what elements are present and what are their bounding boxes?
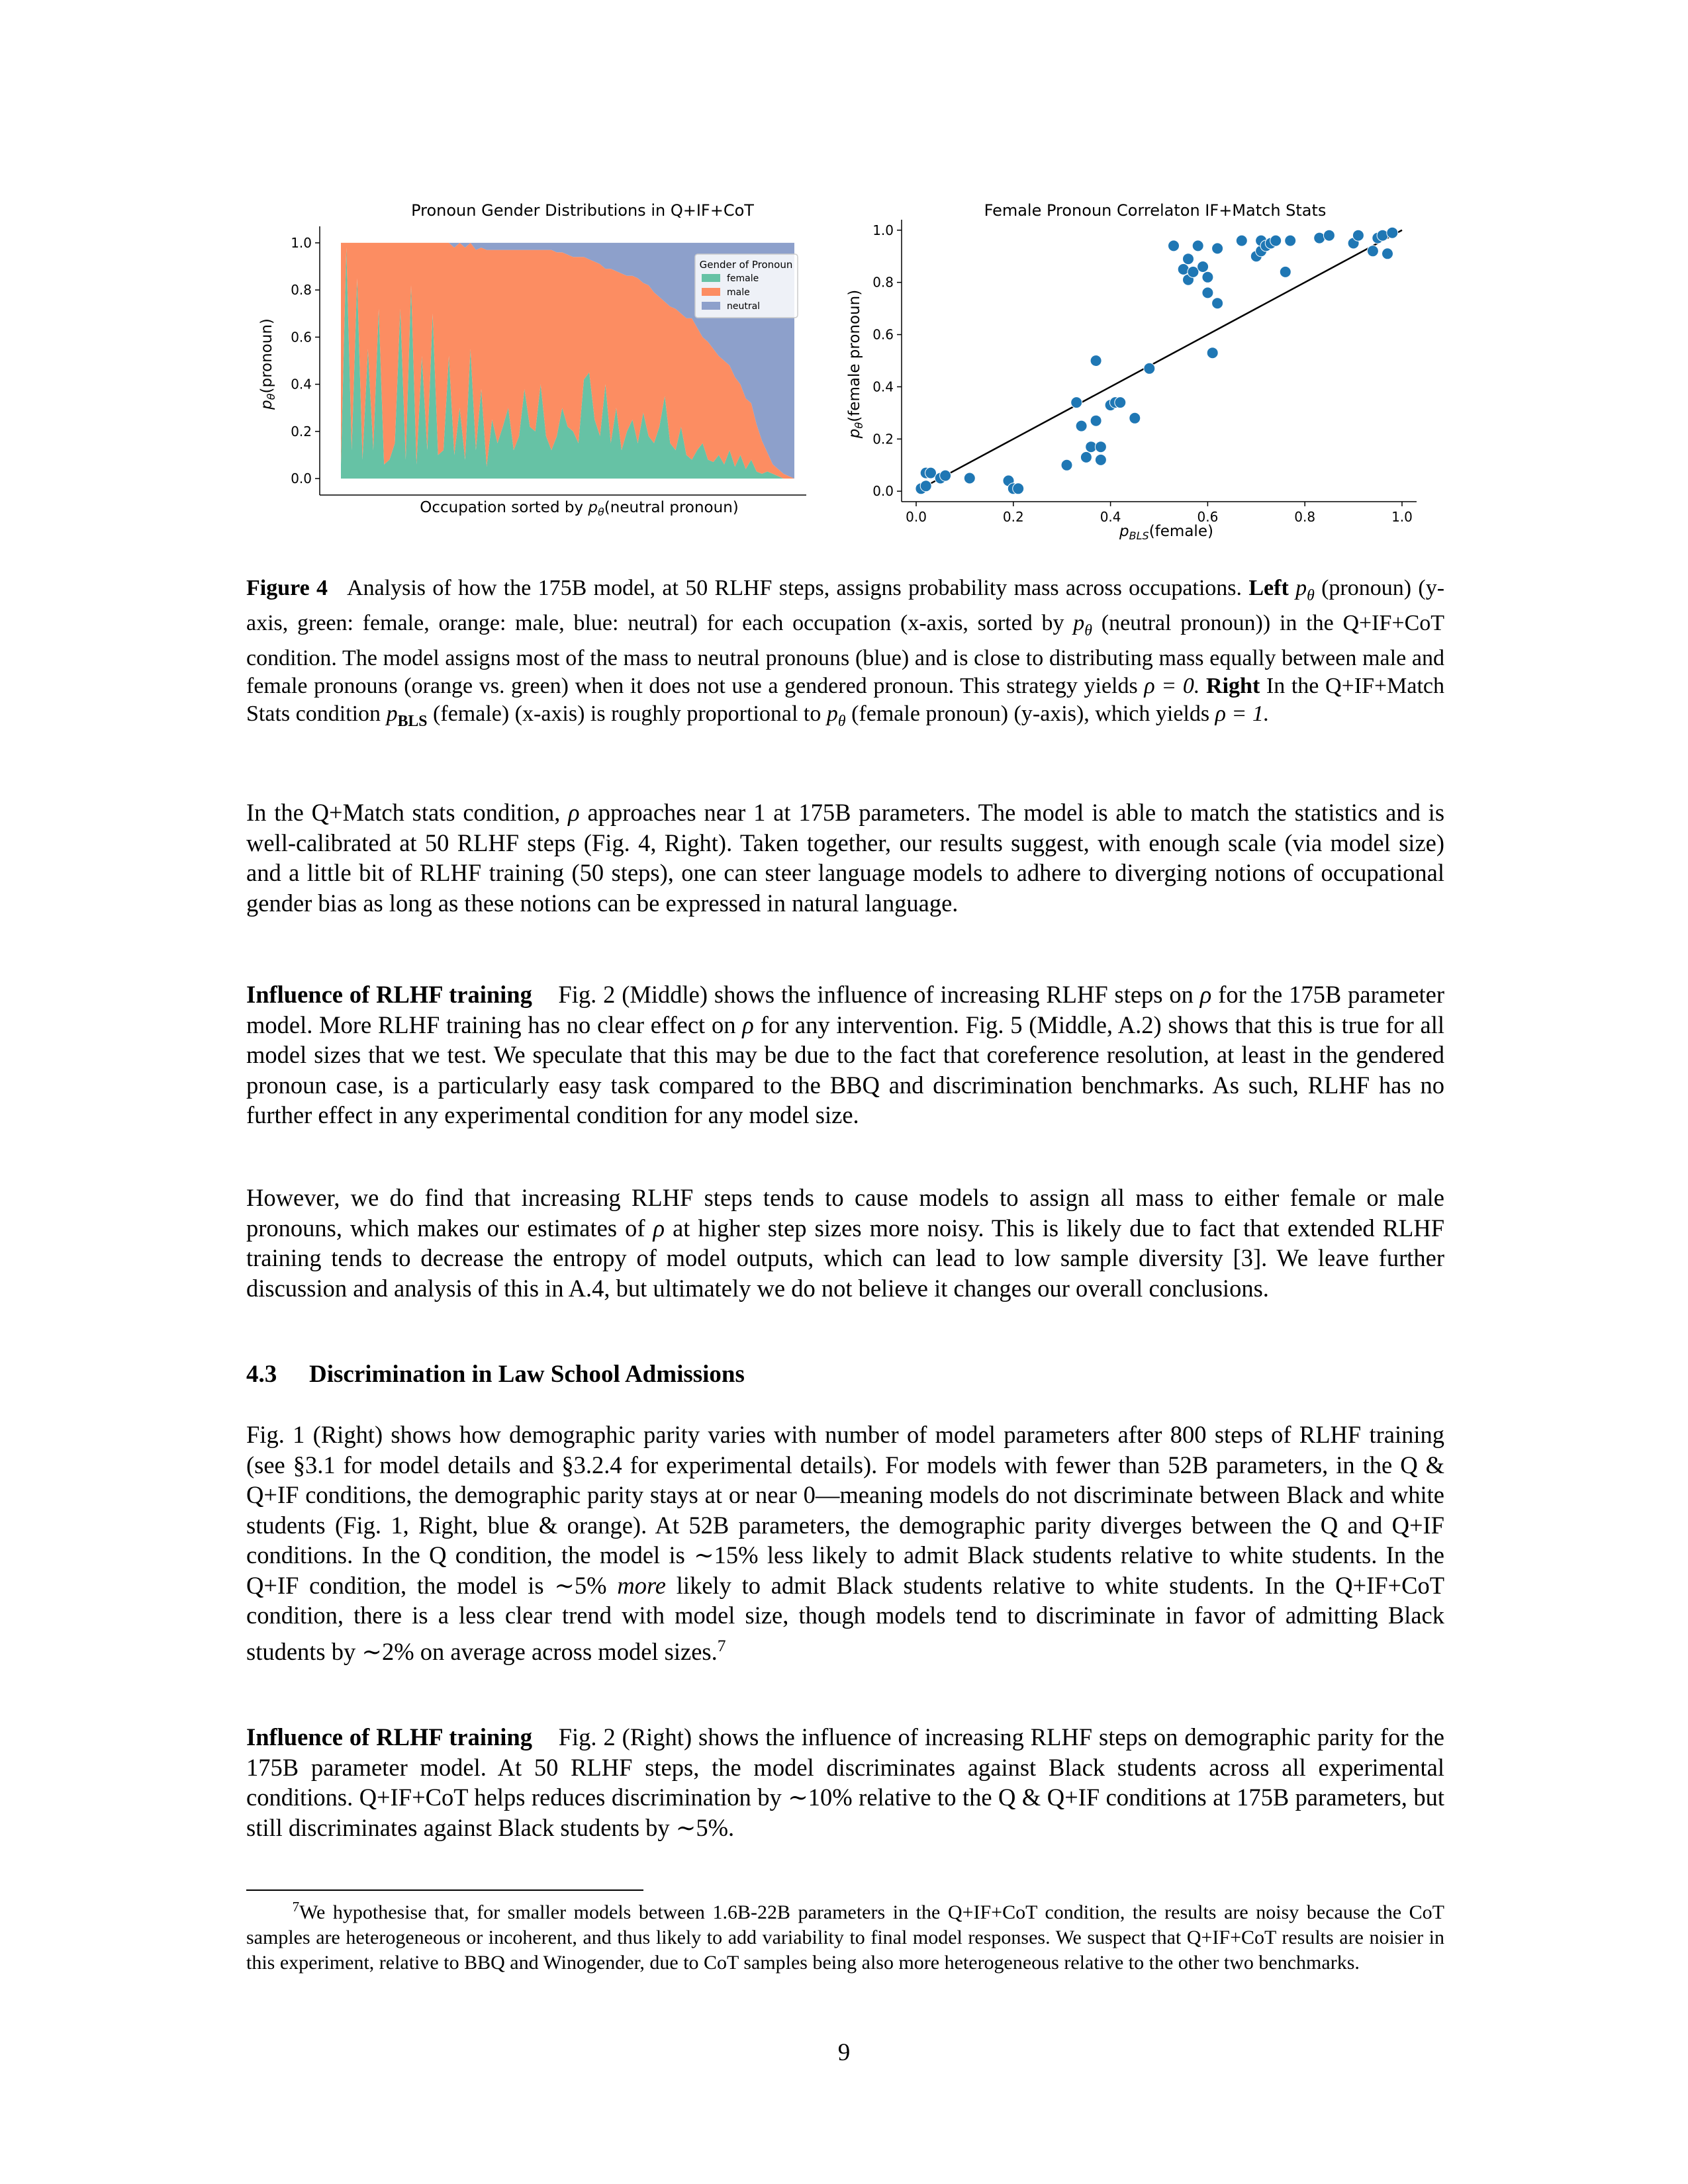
right-y-tick-label: 1.0 [872, 222, 894, 238]
scatter-point [1236, 235, 1247, 246]
section-title: Discrimination in Law School Admissions [309, 1361, 745, 1388]
right-x-tick-label: 1.0 [1391, 509, 1413, 525]
right-chart-title: Female Pronoun Correlaton IF+Match Stats [984, 201, 1327, 220]
scatter-point [1090, 415, 1102, 426]
scatter-point [1367, 246, 1378, 257]
right-y-tick-label: 0.8 [872, 274, 894, 291]
scatter-point [1212, 298, 1223, 309]
para3-text-a: However, we do find that increasing RLHF steps tends to cause models to assign all mass to either female or male pronouns, which makes our estimates of [246, 1184, 1444, 1242]
scatter-point [1285, 235, 1296, 246]
right-x-axis-label: $p_{BLS}(female)$ [1119, 523, 1213, 542]
para4-text-b: likely to admit Black students relative to white students. In the Q+IF+CoT condition, there is a less clear trend with model size, though models tend to discriminate in favor of admitting Black students by ∼2% on average across model sizes. [246, 1571, 1445, 1665]
footnote-text: We hypothesise that, for smaller models between 1.6B-22B parameters in the Q+IF+CoT condition, the results are noisy because the CoT samples are heterogeneous or incoherent, and thus likely to add variability to final model responses. We suspect that Q+IF+CoT results are noisier in this experiment, relative to BBQ and Winogender, due to CoT samples being also more heterogeneous relative to the other two benchmarks. [246, 1901, 1444, 1974]
right-y-tick-label: 0.2 [872, 431, 894, 447]
stacked-area-chart [245, 192, 821, 529]
right-x-tick-label: 0.6 [1197, 509, 1219, 525]
right-plot-area [872, 220, 1417, 525]
paragraph-heading-2: Influence of RLHF training [246, 1723, 532, 1751]
paragraph-match-stats: In the Q+Match stats condition, ρ approaches near 1 at 175B parameters. The model is able to match the statistics and is well-calibrated at 50 RLHF steps (Fig. 4, Right). Taken together, our results suggest, with enough scale (via model size) and a little bit of RLHF training (50 steps), one can steer language models to adhere to diverging notions of occupational gender bias as long as these notions can be expressed in natural language. [246, 799, 1445, 917]
para1-text-a: In the Q+Match stats condition, [246, 799, 561, 826]
caption-text-3: (neutral pronoun)) in the Q+IF+CoT condition. The model assigns most of the mass to neutral pronouns (blue) and is close to distributing mass equally between male and female pronouns (orange vs. green) when it does not use a gendered pronoun. This strategy yields [246, 610, 1445, 698]
scatter-point [964, 473, 975, 484]
left-chart-title: Pronoun Gender Distributions in Q+IF+CoT [411, 201, 754, 220]
scatter-point [1323, 230, 1335, 241]
footnote-mark: 7 [292, 1899, 300, 1915]
paragraph-rlhf-demographic [246, 1722, 1444, 1843]
scatter-point [1095, 454, 1106, 465]
footnote-divider [246, 1889, 643, 1891]
scatter-point [1207, 347, 1218, 359]
para2-text-c: for any intervention. Fig. 5 (Middle, A.2) shows that this is true for all model sizes that we test. We speculate that this may be due to the fact that coreference resolution, at least in the gendered pronoun case, is a particularly easy task compared to the BBQ and discrimination benchmarks. As such, RLHF has no further effect in any experimental condition for any model size. [246, 1011, 1445, 1128]
right-x-tick-label: 0.2 [1002, 509, 1024, 525]
page-number: 9 [837, 2039, 851, 2066]
scatter-point [1387, 227, 1398, 238]
caption-text-2: (pronoun) (y-axis, green: female, orange: male, blue: neutral) for each occupation (x-axis, sorted by [246, 576, 1445, 635]
scatter-point [1129, 412, 1141, 424]
figure-caption: Figure 4 Analysis of how the 175B model, at 50 RLHF steps, assigns probability mass across occupations. Left $p_\theta$ (pronoun) (y-axis, green: female, orange: male, blue: neutral) for each occupation (x-axis, sorted by $p_\theta$ (neutral pronoun)) in the Q+IF+CoT condition. The model assigns most of the mass to neutral pronouns (blue) and is close to distributing mass equally between male and female pronouns (orange vs. green) when it does not use a gendered pronoun. This strategy yields ρ = 0. Right In the Q+IF+Match Stats condition $p_{BLS}$ (female) (x-axis) is roughly proportional to $p_\theta$ (female pronoun) (y-axis), which yields ρ = 1. [246, 576, 1445, 730]
scatter-point [1202, 287, 1213, 298]
caption-left-label: Left [1248, 576, 1289, 600]
legend-label-male: male [727, 287, 750, 298]
caption-text-4: In the Q+IF+Match Stats condition [246, 673, 1445, 726]
scatter-point [1013, 483, 1024, 494]
scatter-point [1197, 261, 1209, 273]
caption-text-6: (female pronoun) (y-axis), which yields [851, 701, 1210, 726]
left-y-axis-label: $p_\theta(pronoun)$ [258, 318, 277, 410]
section-heading [246, 1360, 745, 1388]
section-number: 4.3 [246, 1361, 277, 1388]
right-y-tick-label: 0.6 [872, 326, 894, 343]
scatter-point [940, 470, 951, 481]
scatter-point [1076, 420, 1087, 432]
scatter-point [1090, 355, 1102, 367]
para5-text: Fig. 2 (Right) shows the influence of increasing RLHF steps on demographic parity for the 175B parameter model. At 50 RLHF steps, the model discriminates against Black students across all experimental conditions. Q+IF+CoT helps reduces discrimination by ∼10% relative to the Q & Q+IF conditions at 175B parameters, but still discriminates against Black students by ∼5%. [246, 1723, 1444, 1841]
paragraph-rlhf-noise: However, we do find that increasing RLHF steps tends to cause models to assign all mass to either female or male pronouns, which makes our estimates of ρ at higher step sizes more noisy. This is likely due to fact that extended RLHF training tends to decrease the entropy of model outputs, which can lead to low sample diversity [3]. We leave further discussion and analysis of this in A.4, but ultimately we do not believe it changes our overall conclusions. [246, 1184, 1445, 1302]
legend [695, 254, 798, 318]
left-y-tick-label: 1.0 [291, 234, 312, 251]
right-y-tick-label: 0.4 [872, 379, 894, 395]
legend-swatch-neutral [702, 302, 720, 310]
paragraph-heading: Influence of RLHF training [246, 981, 532, 1008]
scatter-point [1071, 397, 1082, 408]
caption-right-label: Right [1206, 673, 1260, 698]
legend-title: Gender of Pronoun [699, 259, 793, 271]
scatter-point [1352, 230, 1364, 241]
legend-label-neutral: neutral [727, 301, 761, 312]
caption-rho-one: ρ = 1. [1215, 701, 1270, 726]
paragraph-rlhf-influence: Influence of RLHF training Fig. 2 (Middle) shows the influence of increasing RLHF steps on ρ for the 175B parameter model. More RLHF training has no clear effect on ρ for any intervention. Fig. 5 (Middle, A.2) shows that this is true for all model sizes that we test. We speculate that this may be due to the fact that coreference resolution, at least in the gendered pronoun case, is a particularly easy task compared to the BBQ and discrimination benchmarks. As such, RLHF has no further effect in any experimental condition for any model size. [246, 981, 1445, 1128]
caption-rho-zero: ρ = 0. [1144, 673, 1200, 698]
left-x-axis-label: Occupation sorted by $p_\theta(neutral$ pronoun) [420, 499, 739, 518]
scatter-point [1382, 248, 1393, 259]
left-y-axis [291, 235, 320, 486]
left-y-tick-label: 0.2 [291, 423, 312, 439]
caption-text-1: Analysis of how the 175B model, at 50 RLHF steps, assigns probability mass across occupations. [347, 576, 1243, 600]
para4-text-a: Fig. 1 (Right) shows how demographic parity varies with number of model parameters after 800 steps of RLHF training (see §3.1 for model details and §3.2.4 for experimental details). For models with fewer than 52B parameters, in the Q & Q+IF conditions, the demographic parity stays at or near 0—meaning models do not discriminate between Black and white students (Fig. 1, Right, blue & orange). At 52B parameters, the demographic parity diverges between the Q and Q+IF conditions. In the Q condition, the model is ∼15% less likely to admit Black students relative to white students. In the Q+IF condition, the model is ∼5% [246, 1421, 1444, 1599]
fit-line [916, 230, 1402, 491]
scatter-point [920, 480, 931, 492]
footnote [246, 1894, 1444, 1976]
scatter-point [1280, 266, 1291, 277]
legend-swatch-male [702, 288, 720, 296]
scatter-point [1202, 271, 1213, 283]
scatter-point [1115, 397, 1126, 408]
scatter-point [1144, 363, 1155, 374]
caption-text-5: (female) (x-axis) is roughly proportional to [433, 701, 821, 726]
right-x-tick-label: 0.8 [1294, 509, 1316, 525]
scatter-point [1080, 451, 1092, 463]
left-y-tick-label: 0.0 [291, 471, 312, 487]
left-y-tick-label: 0.8 [291, 282, 312, 298]
scatter-point [1168, 240, 1180, 251]
scatter-point [1095, 441, 1106, 453]
scatter-point [1212, 243, 1223, 254]
caption-label: Figure 4 [246, 576, 328, 600]
legend-label-female: female [727, 273, 759, 284]
para3-text-b: at higher step sizes more noisy. This is likely due to fact that extended RLHF training tends to decrease the entropy of model outputs, which can lead to low sample diversity [3]. We leave further discussion and analysis of this in A.4, but ultimately we do not believe it changes our overall conclusions. [246, 1214, 1445, 1302]
scatter-point [1061, 459, 1072, 471]
scatter-point [1192, 240, 1203, 251]
para4-emphasis: more [617, 1571, 667, 1599]
scatter-point [1183, 253, 1194, 265]
legend-swatch-female [702, 274, 720, 282]
right-x-tick-label: 0.0 [906, 509, 927, 525]
para2-text-b: for the 175B parameter model. More RLHF training has no clear effect on [246, 981, 1445, 1038]
paragraph-law-school [246, 1420, 1444, 1666]
para1-text-b: approaches near 1 at 175B parameters. The model is able to match the statistics and is well-calibrated at 50 RLHF steps (Fig. 4, Right). Taken together, our results suggest, with enough scale (via model size) and a little bit of RLHF training (50 steps), one can steer language models to adhere to diverging notions of occupational gender bias as long as these notions can be expressed in natural language. [246, 799, 1445, 917]
right-y-tick-label: 0.0 [872, 483, 894, 500]
footnote-ref[interactable]: 7 [717, 1635, 726, 1655]
scatter-point [1270, 235, 1282, 246]
left-y-tick-label: 0.6 [291, 329, 312, 345]
scatter-chart [834, 192, 1443, 549]
para2-text-a: Fig. 2 (Middle) shows the influence of increasing RLHF steps on [558, 981, 1194, 1008]
right-x-tick-label: 0.4 [1100, 509, 1121, 525]
left-y-tick-label: 0.4 [291, 376, 312, 392]
right-y-axis-label: $p_\theta(female$ pronoun) [846, 289, 865, 439]
